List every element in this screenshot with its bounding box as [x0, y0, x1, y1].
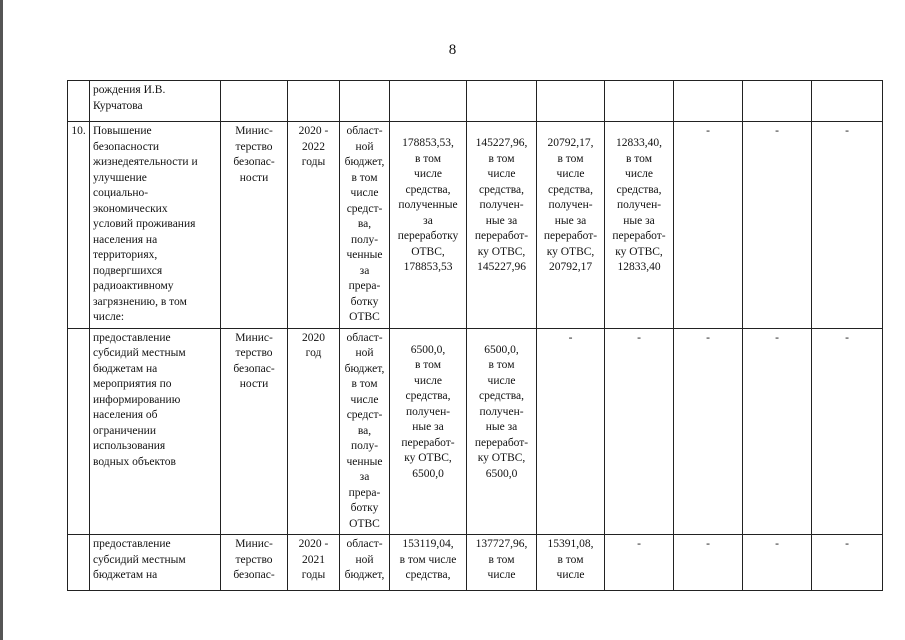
amount-year: 137727,96, в том числе [467, 535, 537, 591]
scan-edge [0, 0, 3, 640]
years: 2020 - 2021 годы [288, 535, 340, 591]
amount-year: - [743, 122, 812, 329]
amount-year: - [674, 328, 743, 535]
funding-source: област- ной бюджет, в том числе средст- ва, полу- ченные за прера- ботку ОТВС [340, 122, 390, 329]
measure-name: предоставление субсидий местным бюджетам на [90, 535, 221, 591]
amount-total: 153119,04, в том числе средства, [390, 535, 467, 591]
years [288, 81, 340, 122]
executor [221, 81, 288, 122]
amount-year: 6500,0, в том числе средства, получен- ные за переработ- ку ОТВС, 6500,0 [467, 328, 537, 535]
amount-year: - [537, 328, 605, 535]
funding-source [340, 81, 390, 122]
table-row [68, 81, 883, 122]
amount-year: 15391,08, в том числе [537, 535, 605, 591]
amount-year [812, 81, 883, 122]
row-number [68, 535, 90, 591]
table-row [68, 328, 883, 535]
amount-year: - [743, 535, 812, 591]
amount-total: 178853,53, в том числе средства, полученные за переработку ОТВС, 178853,53 [390, 122, 467, 329]
years: 2020 - 2022 годы [288, 122, 340, 329]
amount-year [605, 81, 674, 122]
amount-year [467, 81, 537, 122]
funding-source: област- ной бюджет, [340, 535, 390, 591]
table-row [68, 535, 883, 591]
executor: Минис- терство безопас- ности [221, 122, 288, 329]
amount-year: - [743, 328, 812, 535]
amount-year: - [674, 122, 743, 329]
row-number [68, 81, 90, 122]
amount-year [537, 81, 605, 122]
funding-source: област- ной бюджет, в том числе средст- ва, полу- ченные за прера- ботку ОТВС [340, 328, 390, 535]
measure-name: предоставление субсидий местным бюджетам на мероприятия по информированию населения об ограничении использования водных объектов [90, 328, 221, 535]
amount-year: 145227,96, в том числе средства, получен- ные за переработ- ку ОТВС, 145227,96 [467, 122, 537, 329]
amount-year: - [812, 122, 883, 329]
amount-year: - [605, 328, 674, 535]
amount-year [743, 81, 812, 122]
measure-name: рождения И.В. Курчатова [90, 81, 221, 122]
amount-year: - [812, 328, 883, 535]
amount-year [674, 81, 743, 122]
measure-name: Повышение безопасности жизнедеятельности и улучшение социально- экономических условий проживания населения на территориях, подвергшихся радиоактивному загрязнению, в том числе: [90, 122, 221, 329]
table-row [68, 122, 883, 329]
amount-year: - [812, 535, 883, 591]
amount-total [390, 81, 467, 122]
amount-total: 6500,0, в том числе средства, получен- ные за переработ- ку ОТВС, 6500,0 [390, 328, 467, 535]
amount-year: 20792,17, в том числе средства, получен- ные за переработ- ку ОТВС, 20792,17 [537, 122, 605, 329]
amount-year: - [674, 535, 743, 591]
amount-year: - [605, 535, 674, 591]
amount-year: 12833,40, в том числе средства, получен- ные за переработ- ку ОТВС, 12833,40 [605, 122, 674, 329]
row-number: 10. [68, 122, 90, 329]
budget-table [67, 80, 883, 591]
executor: Минис- терство безопас- ности [221, 328, 288, 535]
row-number [68, 328, 90, 535]
executor: Минис- терство безопас- [221, 535, 288, 591]
years: 2020 год [288, 328, 340, 535]
page-number: 8 [448, 42, 457, 58]
